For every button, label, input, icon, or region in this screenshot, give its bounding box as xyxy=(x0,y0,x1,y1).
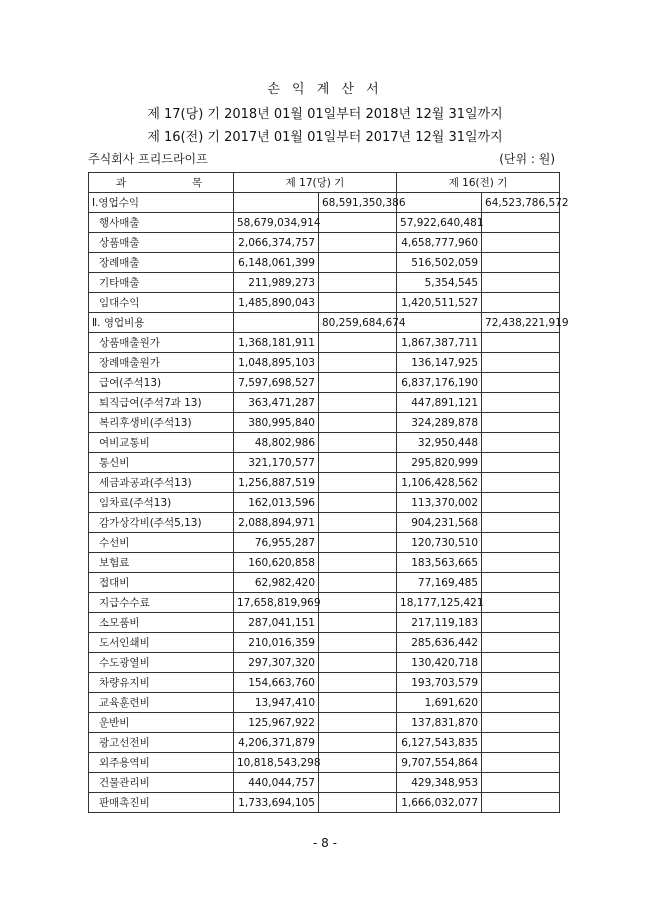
prior-total-cell xyxy=(482,713,560,733)
row-label: 외주용역비 xyxy=(89,753,234,773)
prior-detail-cell: 295,820,999 xyxy=(397,453,482,473)
prior-detail-cell: 1,666,032,077 xyxy=(397,793,482,813)
prior-total-cell xyxy=(482,733,560,753)
current-detail-cell: 1,485,890,043 xyxy=(234,293,319,313)
table-row xyxy=(89,393,560,413)
prior-detail-cell: 130,420,718 xyxy=(397,653,482,673)
row-label: 지급수수료 xyxy=(89,593,234,613)
prior-total-cell xyxy=(482,453,560,473)
current-total-cell xyxy=(319,493,397,513)
current-detail-cell: 210,016,359 xyxy=(234,633,319,653)
prior-total-cell xyxy=(482,233,560,253)
prior-detail-cell: 1,420,511,527 xyxy=(397,293,482,313)
company-name: 주식회사 프리드라이프 xyxy=(88,152,208,166)
table-row xyxy=(89,413,560,433)
current-total-cell xyxy=(319,753,397,773)
table-header-row xyxy=(89,173,560,193)
row-label: Ⅱ. 영업비용 xyxy=(89,313,234,333)
current-total-cell xyxy=(319,253,397,273)
row-label: 상품매출원가 xyxy=(89,333,234,353)
prior-total-cell xyxy=(482,333,560,353)
current-total-cell xyxy=(319,433,397,453)
current-total-cell xyxy=(319,273,397,293)
current-detail-cell: 287,041,151 xyxy=(234,613,319,633)
current-detail-cell: 125,967,922 xyxy=(234,713,319,733)
table-row xyxy=(89,433,560,453)
table-row xyxy=(89,253,560,273)
table-row xyxy=(89,593,560,613)
current-total-cell xyxy=(319,513,397,533)
current-detail-cell xyxy=(234,193,319,213)
page-number: - 8 - xyxy=(313,836,337,850)
table-row xyxy=(89,613,560,633)
current-detail-cell: 160,620,858 xyxy=(234,553,319,573)
table-row xyxy=(89,353,560,373)
table-row xyxy=(89,653,560,673)
prior-detail-cell: 18,177,125,421 xyxy=(397,593,482,613)
row-label: 소모품비 xyxy=(89,613,234,633)
current-total-cell xyxy=(319,713,397,733)
current-total-cell xyxy=(319,413,397,433)
current-total-cell xyxy=(319,553,397,573)
row-label: 복리후생비(주석13) xyxy=(89,413,234,433)
prior-detail-cell: 217,119,183 xyxy=(397,613,482,633)
row-label: 기타매출 xyxy=(89,273,234,293)
row-label: 퇴직급여(주석7과 13) xyxy=(89,393,234,413)
current-detail-cell: 10,818,543,298 xyxy=(234,753,319,773)
current-total-cell: 80,259,684,674 xyxy=(319,313,397,333)
current-detail-cell: 62,982,420 xyxy=(234,573,319,593)
prior-total-cell xyxy=(482,793,560,813)
prior-detail-cell: 6,127,543,835 xyxy=(397,733,482,753)
prior-detail-cell: 324,289,878 xyxy=(397,413,482,433)
current-total-cell xyxy=(319,353,397,373)
current-total-cell xyxy=(319,453,397,473)
table-row xyxy=(89,713,560,733)
header-item xyxy=(89,173,234,193)
current-detail-cell: 2,066,374,757 xyxy=(234,233,319,253)
current-detail-cell: 297,307,320 xyxy=(234,653,319,673)
row-label: 상품매출 xyxy=(89,233,234,253)
current-total-cell xyxy=(319,733,397,753)
prior-total-cell xyxy=(482,533,560,553)
table-row xyxy=(89,693,560,713)
header-item-left: 과 xyxy=(116,177,127,189)
prior-detail-cell: 1,867,387,711 xyxy=(397,333,482,353)
prior-detail-cell: 9,707,554,864 xyxy=(397,753,482,773)
prior-total-cell xyxy=(482,493,560,513)
current-detail-cell: 2,088,894,971 xyxy=(234,513,319,533)
current-detail-cell: 1,256,887,519 xyxy=(234,473,319,493)
row-label: 광고선전비 xyxy=(89,733,234,753)
current-detail-cell: 13,947,410 xyxy=(234,693,319,713)
prior-total-cell xyxy=(482,433,560,453)
table-row xyxy=(89,333,560,353)
current-detail-cell: 380,995,840 xyxy=(234,413,319,433)
current-detail-cell: 17,658,819,969 xyxy=(234,593,319,613)
row-label: 통신비 xyxy=(89,453,234,473)
prior-detail-cell: 32,950,448 xyxy=(397,433,482,453)
prior-total-cell xyxy=(482,273,560,293)
current-detail-cell: 1,368,181,911 xyxy=(234,333,319,353)
current-total-cell xyxy=(319,793,397,813)
current-detail-cell: 58,679,034,914 xyxy=(234,213,319,233)
prior-total-cell xyxy=(482,673,560,693)
row-label: 급여(주석13) xyxy=(89,373,234,393)
prior-detail-cell: 6,837,176,190 xyxy=(397,373,482,393)
prior-total-cell xyxy=(482,253,560,273)
prior-total-cell xyxy=(482,593,560,613)
prior-detail-cell: 113,370,002 xyxy=(397,493,482,513)
current-total-cell xyxy=(319,213,397,233)
row-label: 보험료 xyxy=(89,553,234,573)
header-item-right: 목 xyxy=(191,177,202,189)
table-row xyxy=(89,453,560,473)
table-row xyxy=(89,793,560,813)
table-row xyxy=(89,373,560,393)
row-label: 건물관리비 xyxy=(89,773,234,793)
table-row xyxy=(89,733,560,753)
table-row xyxy=(89,233,560,253)
table-row xyxy=(89,193,560,213)
prior-detail-cell: 120,730,510 xyxy=(397,533,482,553)
prior-total-cell xyxy=(482,393,560,413)
prior-total-cell xyxy=(482,513,560,533)
prior-detail-cell: 193,703,579 xyxy=(397,673,482,693)
prior-detail-cell: 904,231,568 xyxy=(397,513,482,533)
current-detail-cell: 162,013,596 xyxy=(234,493,319,513)
row-label: 여비교통비 xyxy=(89,433,234,453)
row-label: 세금과공과(주석13) xyxy=(89,473,234,493)
unit-label: (단위 : 원) xyxy=(499,152,555,166)
prior-detail-cell: 137,831,870 xyxy=(397,713,482,733)
table-row xyxy=(89,533,560,553)
current-total-cell xyxy=(319,533,397,553)
prior-detail-cell xyxy=(397,313,482,333)
row-label: 수선비 xyxy=(89,533,234,553)
prior-detail-cell: 4,658,777,960 xyxy=(397,233,482,253)
table-row xyxy=(89,773,560,793)
row-label: 장례매출 xyxy=(89,253,234,273)
current-total-cell xyxy=(319,393,397,413)
current-total-cell xyxy=(319,773,397,793)
current-total-cell xyxy=(319,333,397,353)
prior-total-cell xyxy=(482,353,560,373)
prior-total-cell: 64,523,786,572 xyxy=(482,193,560,213)
table-row xyxy=(89,513,560,533)
row-label: 판매촉진비 xyxy=(89,793,234,813)
current-total-cell xyxy=(319,613,397,633)
table-row xyxy=(89,213,560,233)
period-current: 제 17(당) 기 2018년 01월 01일부터 2018년 12월 31일까지 xyxy=(147,107,503,122)
prior-total-cell xyxy=(482,773,560,793)
table-row xyxy=(89,493,560,513)
prior-detail-cell: 57,922,640,481 xyxy=(397,213,482,233)
current-detail-cell: 7,597,698,527 xyxy=(234,373,319,393)
current-total-cell xyxy=(319,233,397,253)
prior-detail-cell: 1,691,620 xyxy=(397,693,482,713)
prior-total-cell xyxy=(482,653,560,673)
prior-detail-cell: 447,891,121 xyxy=(397,393,482,413)
current-detail-cell: 211,989,273 xyxy=(234,273,319,293)
current-detail-cell: 440,044,757 xyxy=(234,773,319,793)
table-row xyxy=(89,673,560,693)
prior-total-cell xyxy=(482,373,560,393)
row-label: 교육훈련비 xyxy=(89,693,234,713)
prior-total-cell: 72,438,221,919 xyxy=(482,313,560,333)
prior-total-cell xyxy=(482,613,560,633)
current-detail-cell: 1,048,895,103 xyxy=(234,353,319,373)
current-detail-cell xyxy=(234,313,319,333)
table-row xyxy=(89,473,560,493)
row-label: 임대수익 xyxy=(89,293,234,313)
prior-detail-cell xyxy=(397,193,482,213)
current-total-cell xyxy=(319,693,397,713)
prior-detail-cell: 1,106,428,562 xyxy=(397,473,482,493)
row-label: 차량유지비 xyxy=(89,673,234,693)
row-label: 접대비 xyxy=(89,573,234,593)
row-label: 운반비 xyxy=(89,713,234,733)
header-prior-period: 제 16(전) 기 xyxy=(397,173,560,193)
current-total-cell xyxy=(319,653,397,673)
current-total-cell xyxy=(319,573,397,593)
table-row xyxy=(89,753,560,773)
income-statement-table xyxy=(88,172,569,813)
current-detail-cell: 4,206,371,879 xyxy=(234,733,319,753)
row-label: 도서인쇄비 xyxy=(89,633,234,653)
table-body xyxy=(89,193,569,813)
table-row xyxy=(89,633,560,653)
current-detail-cell: 321,170,577 xyxy=(234,453,319,473)
current-total-cell xyxy=(319,633,397,653)
current-detail-cell: 154,663,760 xyxy=(234,673,319,693)
row-label: 감가상각비(주석5,13) xyxy=(89,513,234,533)
period-prior: 제 16(전) 기 2017년 01월 01일부터 2017년 12월 31일까지 xyxy=(147,130,503,145)
header-current-period: 제 17(당) 기 xyxy=(234,173,397,193)
prior-total-cell xyxy=(482,633,560,653)
prior-total-cell xyxy=(482,473,560,493)
current-detail-cell: 363,471,287 xyxy=(234,393,319,413)
prior-total-cell xyxy=(482,553,560,573)
prior-total-cell xyxy=(482,753,560,773)
current-total-cell xyxy=(319,293,397,313)
current-detail-cell: 1,733,694,105 xyxy=(234,793,319,813)
row-label: 임차료(주석13) xyxy=(89,493,234,513)
prior-detail-cell: 183,563,665 xyxy=(397,553,482,573)
current-total-cell xyxy=(319,593,397,613)
prior-detail-cell: 77,169,485 xyxy=(397,573,482,593)
row-label: 수도광열비 xyxy=(89,653,234,673)
document-title: 손 익 계 산 서 xyxy=(267,82,383,97)
current-total-cell: 68,591,350,386 xyxy=(319,193,397,213)
prior-total-cell xyxy=(482,293,560,313)
prior-total-cell xyxy=(482,573,560,593)
table-row xyxy=(89,313,560,333)
prior-total-cell xyxy=(482,693,560,713)
table-row xyxy=(89,553,560,573)
current-detail-cell: 48,802,986 xyxy=(234,433,319,453)
prior-detail-cell: 285,636,442 xyxy=(397,633,482,653)
prior-detail-cell: 516,502,059 xyxy=(397,253,482,273)
table-row xyxy=(89,273,560,293)
current-detail-cell: 6,148,061,399 xyxy=(234,253,319,273)
current-total-cell xyxy=(319,673,397,693)
current-total-cell xyxy=(319,473,397,493)
current-detail-cell: 76,955,287 xyxy=(234,533,319,553)
row-label: 행사매출 xyxy=(89,213,234,233)
prior-detail-cell: 429,348,953 xyxy=(397,773,482,793)
row-label: Ⅰ.영업수익 xyxy=(89,193,234,213)
prior-total-cell xyxy=(482,413,560,433)
prior-detail-cell: 136,147,925 xyxy=(397,353,482,373)
row-label: 장례매출원가 xyxy=(89,353,234,373)
prior-total-cell xyxy=(482,213,560,233)
table-row xyxy=(89,573,560,593)
current-total-cell xyxy=(319,373,397,393)
prior-detail-cell: 5,354,545 xyxy=(397,273,482,293)
table-row xyxy=(89,293,560,313)
